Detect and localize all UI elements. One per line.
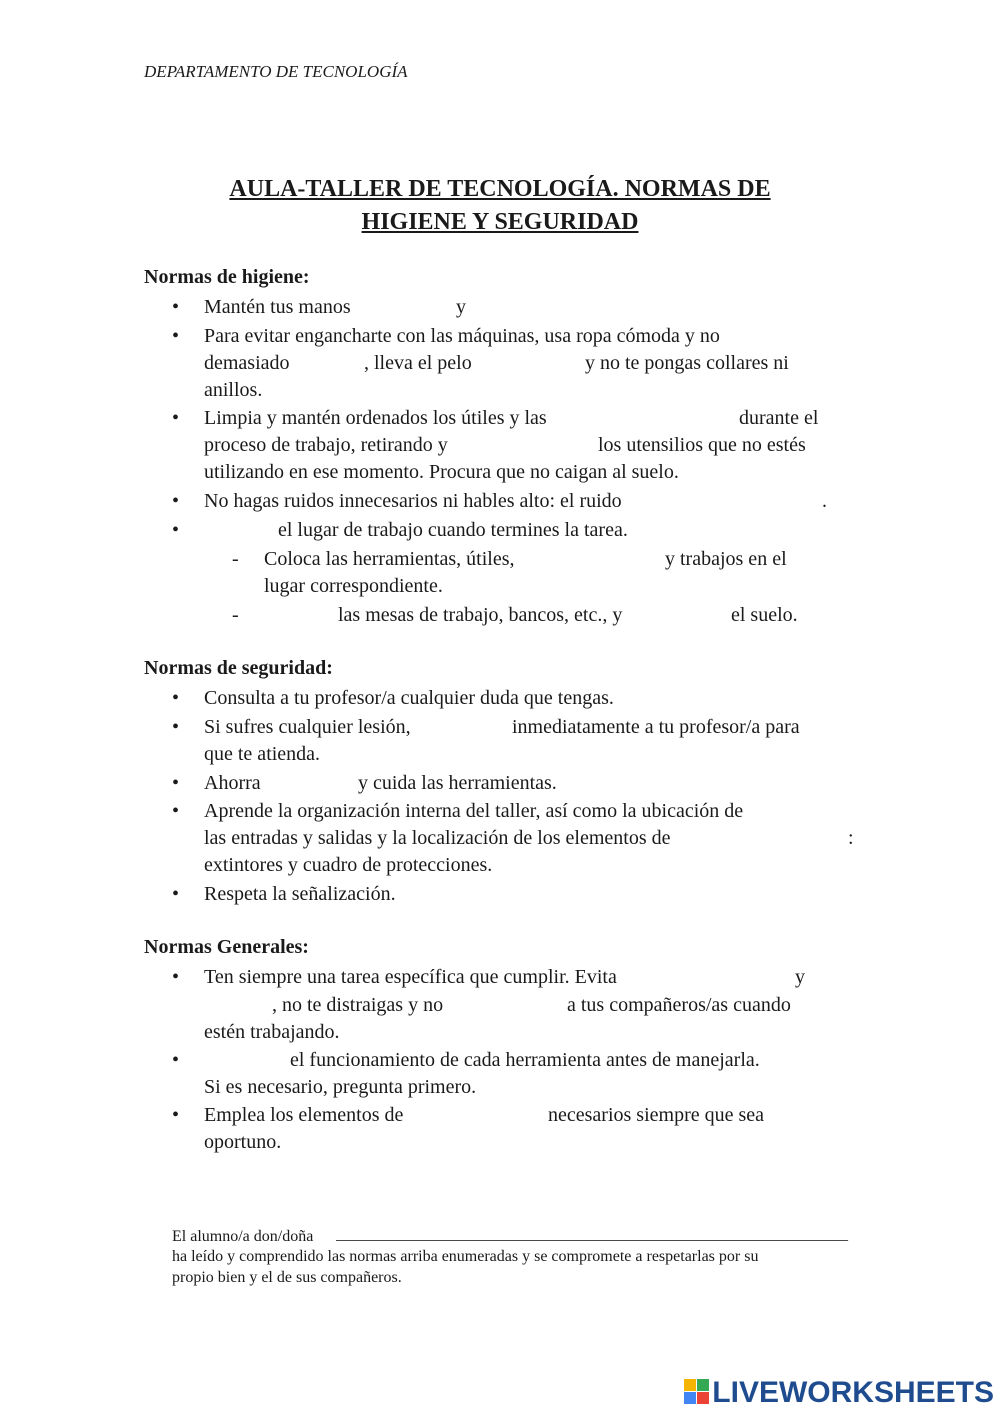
hygiene-sub2-text-b: el suelo. <box>731 604 798 626</box>
commitment-text-line2: propio bien y el de sus compañeros. <box>172 1269 402 1286</box>
hygiene-sub1-line2: lugar correspondiente. <box>264 575 443 597</box>
hygiene-item2-line2-b: , lleva el pelo <box>364 352 472 374</box>
student-label: El alumno/a don/doña <box>172 1228 314 1245</box>
safety-item3-text-a: Ahorra <box>204 772 261 794</box>
general-item3-line1-a: Emplea los elementos de <box>204 1104 404 1126</box>
hygiene-item2-line2-a: demasiado <box>204 352 290 374</box>
hygiene-item3-line1-a: Limpia y mantén ordenados los útiles y las <box>204 407 547 429</box>
hygiene-sub1-line1-a: Coloca las herramientas, útiles, <box>264 548 515 570</box>
page-title-line1: AULA-TALLER DE TECNOLOGÍA. NORMAS DE <box>229 176 771 202</box>
bullet: • <box>172 325 180 347</box>
general-item1-line2-b: a tus compañeros/as cuando <box>567 994 791 1016</box>
hygiene-heading: Normas de higiene: <box>144 266 310 288</box>
general-heading: Normas Generales: <box>144 936 309 958</box>
liveworksheets-watermark <box>684 1376 994 1410</box>
dash-bullet: - <box>232 548 239 570</box>
hygiene-item5-text: el lugar de trabajo cuando termines la tarea. <box>278 519 628 541</box>
bullet: • <box>172 687 180 709</box>
bullet: • <box>172 1049 180 1071</box>
hygiene-sub1-line1-b: y trabajos en el <box>665 548 787 570</box>
bullet: • <box>172 1104 180 1126</box>
safety-item2-line2: que te atienda. <box>204 743 321 765</box>
hygiene-sub2-text-a: las mesas de trabajo, bancos, etc., y <box>338 604 623 626</box>
liveworksheets-logo-icon <box>684 1379 710 1405</box>
general-item1-line1-a: Ten siempre una tarea específica que cumplir. Evita <box>204 966 617 988</box>
hygiene-item1-text-a: Mantén tus manos <box>204 296 351 318</box>
safety-item2-line1-b: inmediatamente a tu profesor/a para <box>512 716 800 738</box>
safety-item2-line1-a: Si sufres cualquier lesión, <box>204 716 411 738</box>
department-header: DEPARTAMENTO DE TECNOLOGÍA <box>144 62 408 81</box>
safety-item4-line1: Aprende la organización interna del taller, así como la ubicación de <box>204 800 744 822</box>
general-item1-line2-a: , no te distraigas y no <box>272 994 444 1016</box>
safety-item1-text: Consulta a tu profesor/a cualquier duda que tengas. <box>204 687 614 709</box>
general-item3-line2: oportuno. <box>204 1131 282 1153</box>
general-item1-line3: estén trabajando. <box>204 1021 340 1043</box>
bullet: • <box>172 772 180 794</box>
bullet: • <box>172 883 180 905</box>
page-title-line2: HIGIENE Y SEGURIDAD <box>361 209 639 235</box>
hygiene-item2-line1: Para evitar engancharte con las máquinas, usa ropa cómoda y no <box>204 325 720 347</box>
bullet: • <box>172 800 180 822</box>
hygiene-item4-text-a: No hagas ruidos innecesarios ni hables alto: el ruido <box>204 490 622 512</box>
hygiene-item1-text-b: y <box>456 296 466 318</box>
safety-item4-line2-a: las entradas y salidas y la localización de los elementos de <box>204 827 671 849</box>
general-item2-line1: el funcionamiento de cada herramienta antes de manejarla. <box>290 1049 760 1071</box>
bullet: • <box>172 966 180 988</box>
hygiene-item3-line2-b: los utensilios que no estés <box>598 434 806 456</box>
safety-item4-line3: extintores y cuadro de protecciones. <box>204 854 493 876</box>
hygiene-item3-line1-b: durante el <box>739 407 819 429</box>
safety-heading: Normas de seguridad: <box>144 657 333 679</box>
hygiene-item2-line3: anillos. <box>204 379 263 401</box>
hygiene-item2-line2-c: y no te pongas collares ni <box>585 352 789 374</box>
hygiene-item3-line2-a: proceso de trabajo, retirando y <box>204 434 448 456</box>
bullet: • <box>172 296 180 318</box>
safety-item3-text-b: y cuida las herramientas. <box>358 772 557 794</box>
general-item1-line1-b: y <box>795 966 805 988</box>
safety-item4-line2-b: : <box>848 827 854 849</box>
bullet: • <box>172 519 180 541</box>
liveworksheets-text: LIVEWORKSHEETS <box>712 1376 994 1409</box>
bullet: • <box>172 716 180 738</box>
safety-item5-text: Respeta la señalización. <box>204 883 396 905</box>
commitment-text-line1: ha leído y comprendido las normas arriba enumeradas y se compromete a respetarlas por su <box>172 1248 759 1265</box>
bullet: • <box>172 490 180 512</box>
dash-bullet: - <box>232 604 239 626</box>
hygiene-item4-text-b: . <box>822 490 827 512</box>
general-item3-line1-b: necesarios siempre que sea <box>548 1104 765 1126</box>
hygiene-item3-line3: utilizando en ese momento. Procura que no caigan al suelo. <box>204 461 679 483</box>
general-item2-line2: Si es necesario, pregunta primero. <box>204 1076 477 1098</box>
student-name-line: ________________________________________________________________ <box>336 1226 848 1243</box>
bullet: • <box>172 407 180 429</box>
